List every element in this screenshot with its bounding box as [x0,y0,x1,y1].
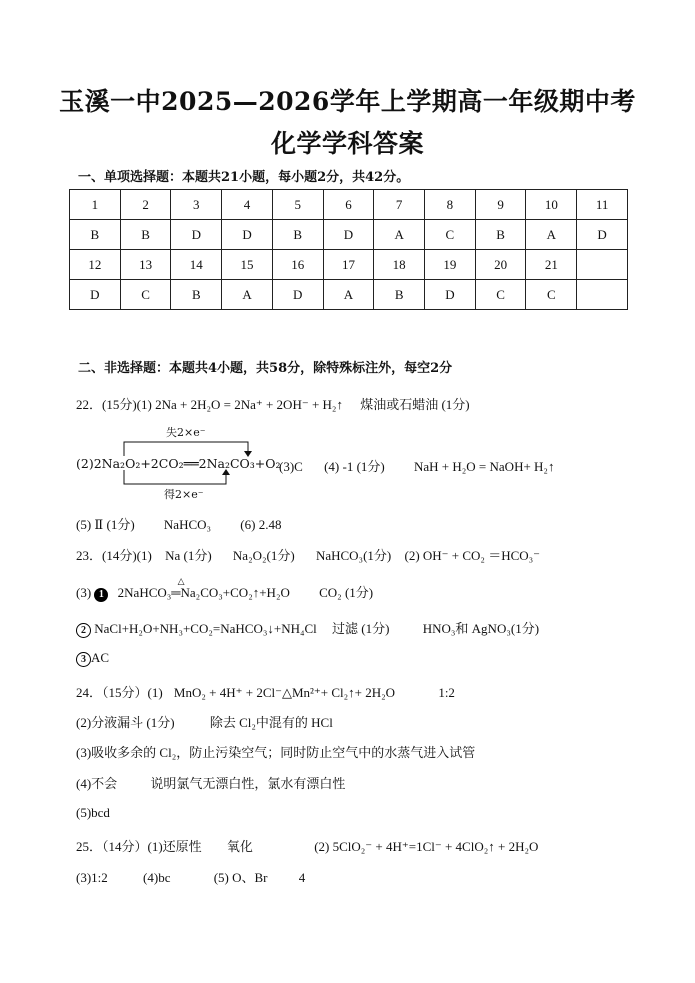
table-cell: D [171,220,222,250]
table-cell: B [272,220,323,250]
table-cell: D [272,280,323,310]
q23-line1 [76,545,540,564]
circled-number-2: 2 [76,623,91,638]
q22-answer-1: 煤油或石蜡油 (1分) [360,397,470,412]
table-cell: 11 [577,190,628,220]
table-cell: 8 [425,190,476,220]
table-cell [577,250,628,280]
q25-answer-5b: 4 [298,870,306,885]
table-cell: C [425,220,476,250]
heat-symbol: △ [177,576,185,586]
q24-answer-2a: (2)分液漏斗 (1分) [76,715,175,730]
q23-part3-label: (3) [76,585,92,600]
table-cell: 12 [70,250,121,280]
q23-answer-3-1: CO₂ (1分) [319,585,374,600]
table-cell: 19 [425,250,476,280]
q23-answer-3-3: AC [91,650,110,665]
table-cell: D [70,280,121,310]
q22-equation-1: 2Na + 2H₂O = 2Na⁺ + 2OH⁻ + H₂↑ [155,397,343,412]
table-cell: 13 [120,250,171,280]
table-cell: D [577,220,628,250]
q24-answer-2b: 除去 Cl₂中混有的 HCl [209,715,333,730]
table-cell: 6 [323,190,374,220]
section1-heading: 一、单项选择题：本题共21小题，每小题2分，共42分。 [78,170,410,185]
gain-electrons-label: 得2×e⁻ [164,488,204,501]
table-cell: A [222,280,273,310]
table-cell: 20 [475,250,526,280]
q24-label: 24．（15分）(1) [76,685,163,700]
q25-equation-2: (2) 5ClO₂⁻ + 4H⁺=1Cl⁻ + 4ClO₂↑ + 2H₂O [314,839,539,854]
q25-answer-1b: 氧化 [226,839,253,854]
table-cell: C [120,280,171,310]
table-cell [577,280,628,310]
q25-answer-4: (4)bc [143,870,171,885]
table-cell: 9 [475,190,526,220]
q24-answer-4b: 说明氯气无漂白性，氯水有漂白性 [150,776,346,791]
table-cell: 7 [374,190,425,220]
q23-answer-1a: Na (1分) [165,548,212,563]
table-cell: D [323,220,374,250]
table-cell: C [475,280,526,310]
table-cell: C [526,280,577,310]
table-row [70,220,628,250]
q23-answer-2: (2) OH⁻ + CO₂ ＝HCO₃⁻ [404,548,541,563]
q23-equation-3-2: NaCl+H₂O+NH₃+CO₂=NaHCO₃↓+NH₄Cl [94,621,317,636]
table-row [70,190,628,220]
table-cell: 16 [272,250,323,280]
q22-equation-2: 2Na₂O₂+2CO₂══2Na₂CO₃+O₂ [93,456,281,471]
q24-line2 [76,712,333,731]
q22-line3 [76,514,281,533]
circled-number-1: 1 [94,588,108,602]
table-cell: 5 [272,190,323,220]
q23-label: 23．(14分)(1) [76,548,152,563]
q25-label: 25．（14分）(1)还原性 [76,839,202,854]
q22-label: 22．(15分)(1) [76,397,152,412]
q22-answer-5b: NaHCO₃ [163,517,212,532]
q24-answer-4a: (4)不会 [76,776,118,791]
q24-ratio: 1:2 [438,685,455,700]
table-cell: 3 [171,190,222,220]
q25-line2 [76,867,305,886]
table-cell: A [323,280,374,310]
table-cell: D [425,280,476,310]
q25-answer-5a: (5) O、Br [213,870,268,885]
lose-electrons-label: 失2×e⁻ [166,426,206,439]
table-row [70,250,628,280]
q23-answer-1c: NaHCO₃(1分) [315,548,392,563]
page-subtitle: 化学学科答案 [270,129,424,158]
q24-line4 [76,773,345,792]
table-cell: A [526,220,577,250]
table-cell: 10 [526,190,577,220]
q24-line3: (3)吸收多余的 Cl₂，防止污染空气；同时防止空气中的水蒸气进入试管 [76,745,476,760]
q24-equation-1: MnO₂ + 4H⁺ + 2Cl⁻△Mn²⁺+ Cl₂↑+ 2H₂O [173,685,396,700]
table-cell: 14 [171,250,222,280]
q22-diagram-equation [76,456,281,471]
q23-answer-3-2a: 过滤 (1分) [332,621,390,636]
answer-table [69,189,628,310]
q25-answer-3: (3)1:2 [76,870,108,885]
table-cell: B [374,280,425,310]
table-cell: 18 [374,250,425,280]
table-cell: 1 [70,190,121,220]
q22-line2 [279,456,554,475]
q23-line4 [76,650,109,667]
q22-equation-3: NaH + H₂O = NaOH+ H₂↑ [414,459,555,474]
q25-line1 [76,836,538,855]
table-cell: 21 [526,250,577,280]
q23-answer-3-2b: HNO₃和 AgNO₃(1分) [422,621,540,636]
table-cell: 17 [323,250,374,280]
page-title: 玉溪一中2025—2026学年上学期高一年级期中考 [59,87,636,116]
q22-part2-label: (2) [76,456,94,471]
q22-answer-6: (6) 2.48 [240,517,282,532]
table-cell: D [222,220,273,250]
q22-line1 [76,394,470,413]
table-cell: B [70,220,121,250]
q24-line1 [76,682,455,701]
q22-answer-3: (3)C [279,459,303,474]
q23-equation-3-1 [117,576,290,601]
q22-answer-5a: (5) Ⅱ (1分) [76,517,135,532]
q23-line3 [76,618,539,638]
circled-number-3: 3 [76,652,91,667]
q23-answer-1b: Na₂O₂(1分) [232,548,295,563]
table-cell: B [475,220,526,250]
q22-answer-4: (4) -1 (1分) [324,459,385,474]
table-cell: 4 [222,190,273,220]
q23-line2 [76,576,374,602]
table-cell: 2 [120,190,171,220]
q24-line5: (5)bcd [76,805,110,820]
table-cell: A [374,220,425,250]
table-row [70,280,628,310]
section2-heading: 二、非选择题：本题共4小题，共58分，除特殊标注外，每空2分 [78,361,453,376]
q23-equation-text: 2NaHCO₃═Na₂CO₃+CO₂↑+H₂O [117,585,290,600]
table-cell: 15 [222,250,273,280]
table-cell: B [120,220,171,250]
table-cell: B [171,280,222,310]
